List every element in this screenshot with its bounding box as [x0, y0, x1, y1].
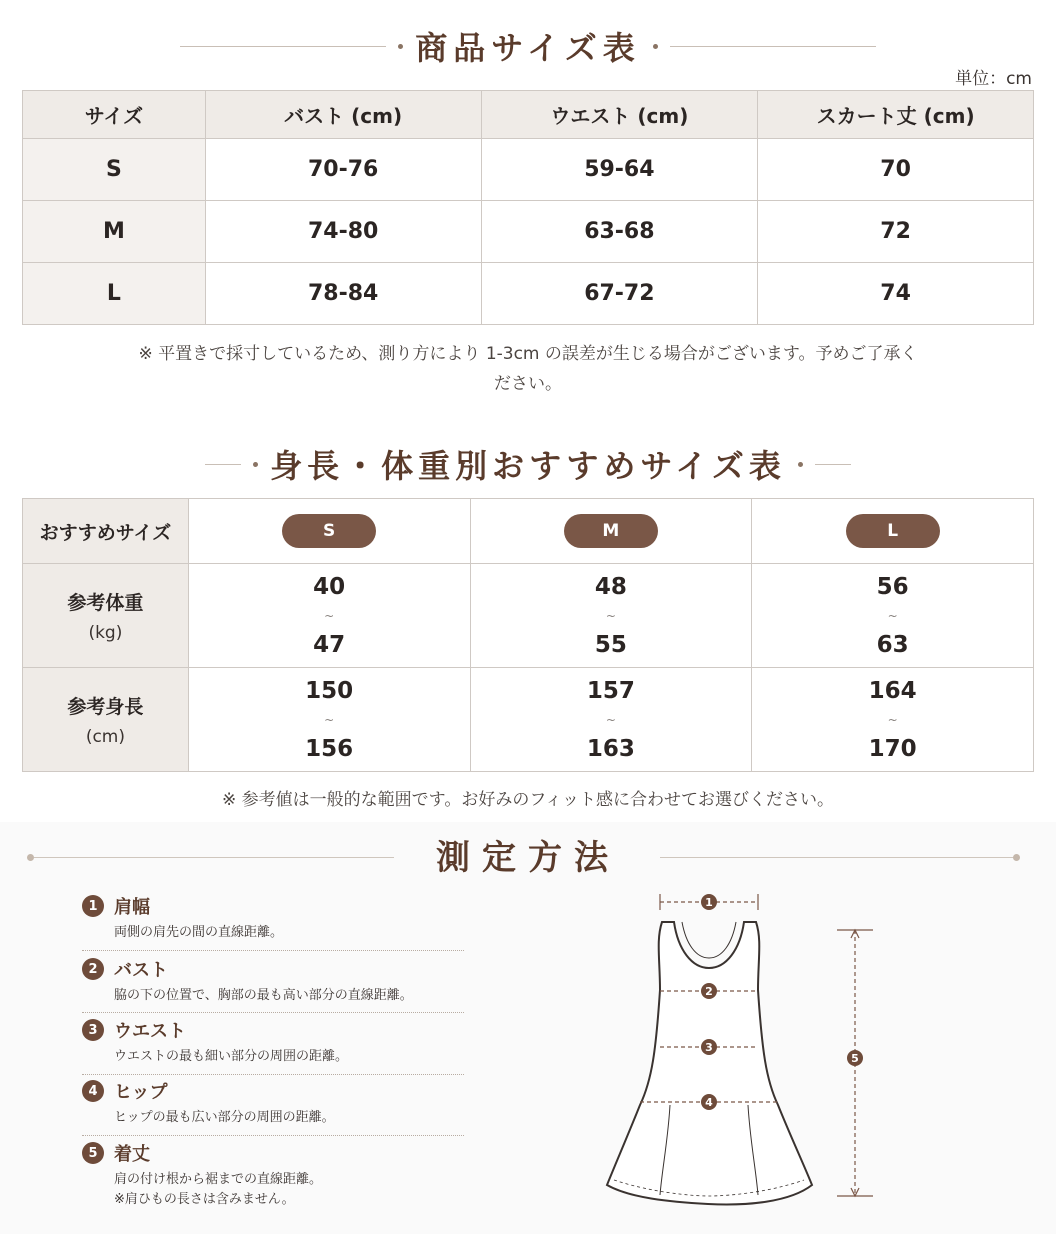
- diagram-label-2: 2: [705, 985, 713, 998]
- weight-header: [23, 564, 189, 668]
- note-line: ※ 平置きで採寸しているため、測り方により 1-3cm の誤差が生じる場合がございます。予めご了承く: [138, 344, 918, 364]
- size-pill-s: S: [282, 514, 376, 548]
- height-label: 参考身長: [67, 696, 144, 718]
- size-cell: [188, 499, 470, 564]
- measure-item-bust: [82, 956, 464, 1006]
- size-pill-l: L: [846, 514, 940, 548]
- measure-item-name: バスト: [114, 960, 168, 981]
- number-badge: 2: [82, 958, 104, 980]
- size-table: [22, 90, 1034, 325]
- size-table-header-row: [23, 91, 1034, 139]
- recommend-note: ※ 参考値は一般的な範囲です。お好みのフィット感に合わせてお選びください。: [222, 790, 834, 810]
- weight-range: [752, 564, 1034, 668]
- measure-item-name: ヒップ: [114, 1082, 168, 1103]
- diagram-label-5: 5: [851, 1052, 859, 1065]
- height-max: 170: [868, 735, 917, 762]
- number-badge: 3: [82, 1019, 104, 1041]
- desc-line: ※肩ひもの長さは含みません。: [114, 1192, 295, 1207]
- recommend-table: [22, 498, 1034, 772]
- header-size: サイズ: [23, 91, 206, 139]
- title-rule-left: [180, 46, 386, 47]
- height-range: [752, 668, 1034, 772]
- title-dot-left: [253, 462, 258, 467]
- dress-inner-line: [682, 922, 736, 958]
- bust-value: 70-76: [205, 139, 481, 201]
- diagram-label-3: 3: [705, 1041, 713, 1054]
- height-max: 156: [305, 735, 354, 762]
- title-rule-right: [815, 464, 851, 465]
- tilde: ~: [324, 712, 335, 727]
- skirt-length-value: 70: [758, 139, 1034, 201]
- table-row: [23, 263, 1034, 325]
- number-badge: 1: [82, 895, 104, 917]
- dress-outline: [607, 922, 812, 1204]
- weight-min: 56: [876, 573, 909, 600]
- title-rule-right: [670, 46, 876, 47]
- weight-label: 参考体重: [67, 592, 144, 614]
- weight-row: [23, 564, 1034, 668]
- title-dot-right: [1013, 854, 1020, 861]
- weight-min: 40: [313, 573, 346, 600]
- size-chart-title-row: [0, 26, 1056, 66]
- size-pill-m: M: [564, 514, 658, 548]
- measure-item-desc: ヒップの最も広い部分の周囲の距離。: [114, 1110, 335, 1125]
- title-dot-right: [798, 462, 803, 467]
- measure-item-desc: 脇の下の位置で、胸部の最も高い部分の直線距離。: [114, 988, 413, 1003]
- number-badge: 4: [82, 1080, 104, 1102]
- height-range: [188, 668, 470, 772]
- measure-item-head: [82, 893, 464, 919]
- weight-max: 47: [313, 631, 346, 658]
- weight-max: 63: [876, 631, 909, 658]
- measure-item-head: [82, 1140, 464, 1166]
- tilde: ~: [605, 712, 616, 727]
- height-row: [23, 668, 1034, 772]
- weight-range: [470, 564, 752, 668]
- measure-item-desc: [114, 1170, 464, 1210]
- item-divider: [82, 1012, 464, 1013]
- unit-label: 単位：cm: [955, 69, 1032, 89]
- size-chart-note: [40, 339, 1016, 399]
- measure-title: 測定方法: [436, 838, 620, 878]
- item-divider: [82, 950, 464, 951]
- height-unit: (cm): [85, 727, 125, 747]
- title-dot-right: [653, 44, 658, 49]
- size-label: M: [23, 201, 206, 263]
- measure-item-waist: [82, 1017, 464, 1067]
- waist-value: 67-72: [481, 263, 758, 325]
- title-rule-left: [205, 464, 241, 465]
- waist-value: 59-64: [481, 139, 758, 201]
- note-line: ださい。: [494, 374, 562, 394]
- measure-item-name: 肩幅: [114, 897, 150, 918]
- number-badge: 5: [82, 1142, 104, 1164]
- measure-item-head: [82, 1078, 464, 1104]
- header-skirt-length: スカート丈 (cm): [758, 91, 1034, 139]
- measure-item-length: [82, 1140, 464, 1210]
- skirt-length-value: 72: [758, 201, 1034, 263]
- bust-value: 78-84: [205, 263, 481, 325]
- recommend-size-label: おすすめサイズ: [23, 499, 189, 564]
- measure-item-head: [82, 1017, 464, 1043]
- height-min: 157: [586, 677, 635, 704]
- weight-max: 55: [594, 631, 627, 658]
- skirt-length-value: 74: [758, 263, 1034, 325]
- measure-title-row: [0, 838, 1056, 878]
- measure-item-head: [82, 956, 464, 982]
- height-range: [470, 668, 752, 772]
- diagram-label-1: 1: [705, 896, 713, 909]
- size-label: L: [23, 263, 206, 325]
- measure-item-name: ウエスト: [114, 1021, 186, 1042]
- measure-item-name: 着丈: [114, 1144, 150, 1165]
- title-rule-right: [660, 857, 1016, 858]
- height-header: [23, 668, 189, 772]
- measure-item-desc: 両側の肩先の間の直線距離。: [114, 925, 284, 940]
- recommend-title-row: [0, 442, 1056, 486]
- bust-value: 74-80: [205, 201, 481, 263]
- title-dot-left: [398, 44, 403, 49]
- dress-diagram: [590, 880, 890, 1215]
- header-bust: バスト (cm): [205, 91, 481, 139]
- header-waist: ウエスト (cm): [481, 91, 758, 139]
- weight-unit: (kg): [88, 623, 123, 643]
- desc-line: 肩の付け根から裾までの直線距離。: [114, 1172, 323, 1187]
- size-chart-title: 商品サイズ表: [415, 29, 641, 67]
- measure-item-shoulder: [82, 893, 464, 943]
- measure-item-hip: [82, 1078, 464, 1128]
- measure-item-desc: ウエストの最も細い部分の周囲の距離。: [114, 1049, 349, 1064]
- tilde: ~: [887, 608, 898, 623]
- tilde: ~: [605, 608, 616, 623]
- weight-range: [188, 564, 470, 668]
- waist-value: 63-68: [481, 201, 758, 263]
- item-divider: [82, 1074, 464, 1075]
- diagram-label-4: 4: [705, 1096, 713, 1109]
- recommend-size-row: [23, 499, 1034, 564]
- size-label: S: [23, 139, 206, 201]
- height-max: 163: [586, 735, 635, 762]
- weight-min: 48: [594, 573, 627, 600]
- size-cell: [752, 499, 1034, 564]
- tilde: ~: [324, 608, 335, 623]
- item-divider: [82, 1135, 464, 1136]
- recommend-title: 身長・体重別おすすめサイズ表: [270, 447, 786, 485]
- height-min: 150: [305, 677, 354, 704]
- tilde: ~: [887, 712, 898, 727]
- table-row: [23, 139, 1034, 201]
- size-cell: [470, 499, 752, 564]
- table-row: [23, 201, 1034, 263]
- height-min: 164: [868, 677, 917, 704]
